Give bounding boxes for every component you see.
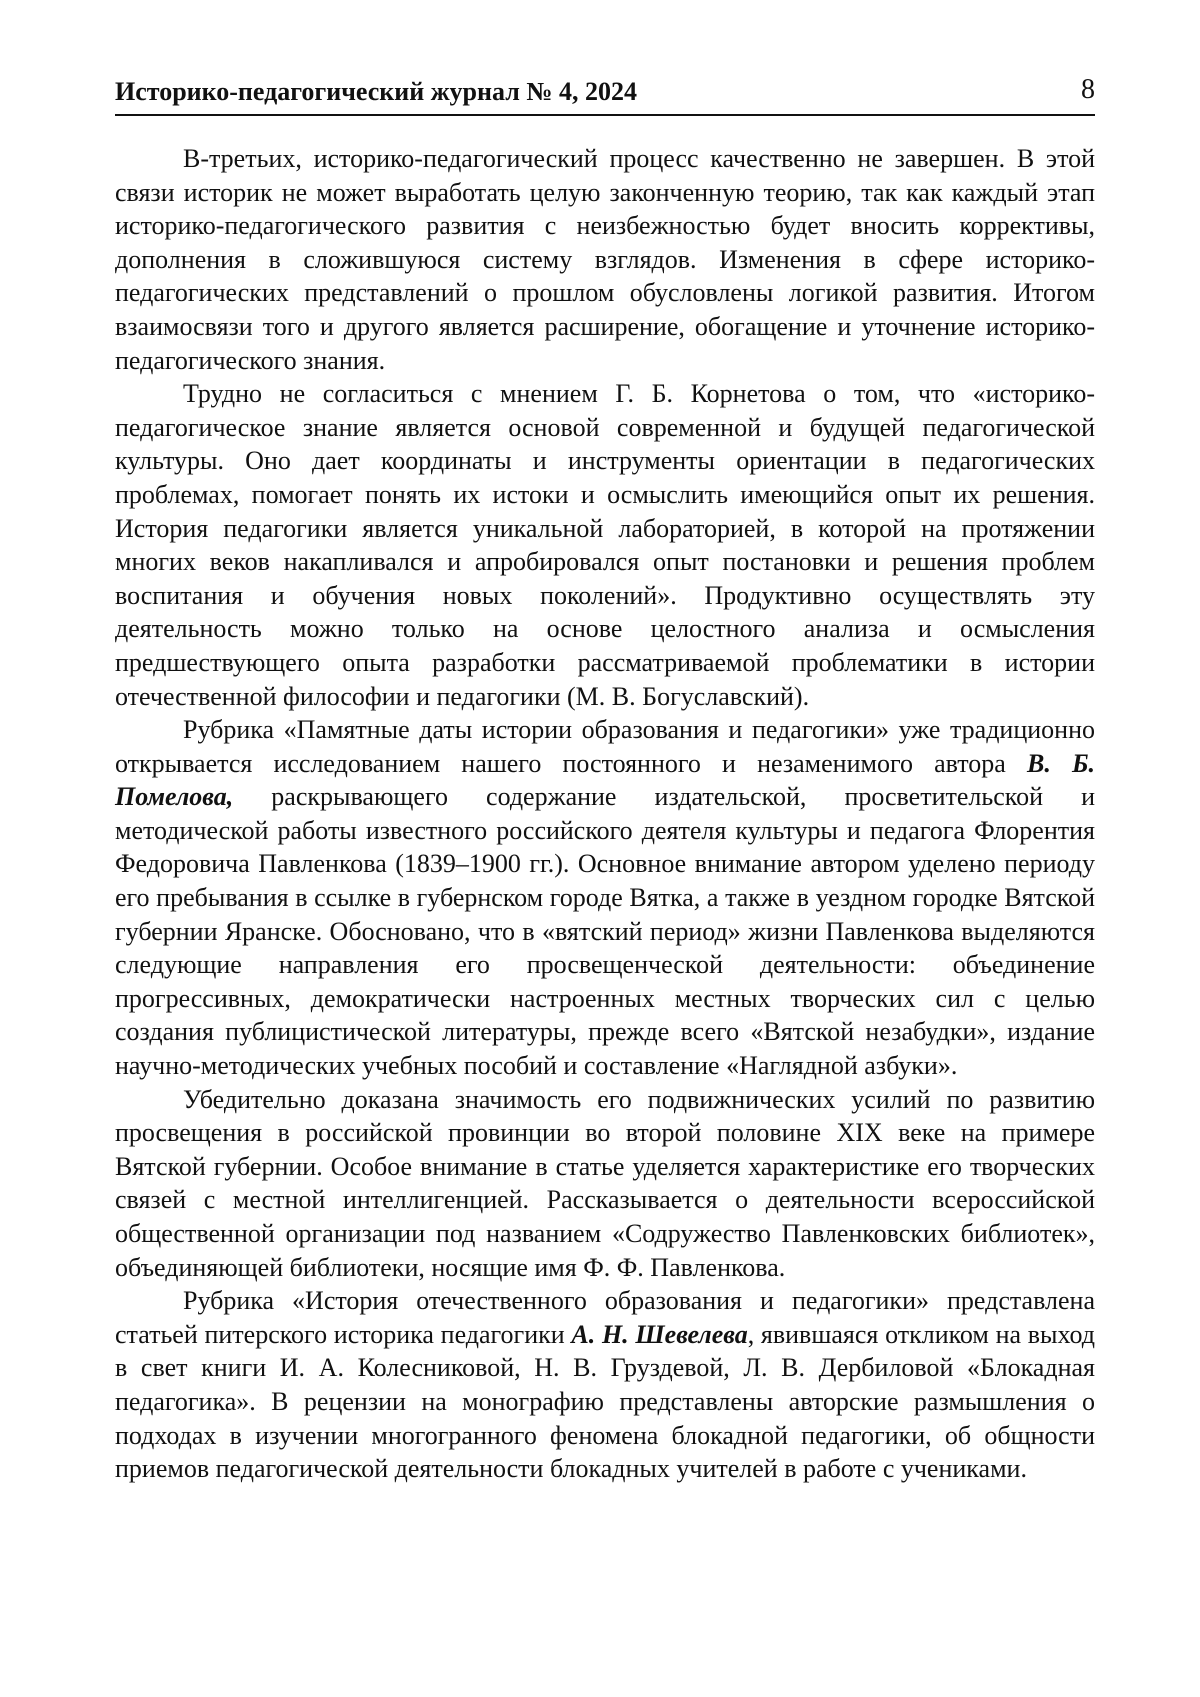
- page-header: [115, 72, 1095, 116]
- author-name-pomelov: В. Б. Помелова,: [115, 748, 1096, 812]
- paragraph-5-lead: Рубрика «История отечественного образования и педагогики» представлена статьей питерского историка педагогики: [115, 1286, 1095, 1349]
- paragraph-4: Убедительно доказана значимость его подвижнических усилий по развитию просвещения в российской провинции во второй половине XIX веке на примере Вятской губернии. Особое внимание в статье уделяется характеристике его творческих связей с местной интеллигенцией. Рассказывается о деятельности всероссийской общественной организации под названием «Содружество Павленковских библиотек», объединяющей библиотеки, носящие имя Ф. Ф. Павленкова.: [115, 1084, 1095, 1282]
- paragraph-3: [115, 713, 1095, 1083]
- page-number: 8: [1081, 74, 1095, 105]
- body-text: [115, 142, 1095, 1486]
- author-name-shevelev: А. Н. Шевелева: [571, 1319, 748, 1349]
- paragraph-5-rest: , явившаяся откликом на выход в свет книги И. А. Колесниковой, Н. В. Груздевой, Л. В. Дербиловой «Блокадная педагогика». В рецензии на монографию представлены авторские размышления о подходах в изучении многогранного феномена блокадной педагогики, об общности приемов педагогической деятельности блокадных учителей в работе с учениками.: [115, 1319, 1095, 1484]
- running-title: Историко-педагогический журнал № 4, 2024: [115, 77, 637, 106]
- paragraph-1: В-третьих, историко-педагогический процесс качественно не завершен. В этой связи историк не может выработать целую законченную теорию, так как каждый этап историко-педагогического развития с неизбежностью будет вносить коррективы, дополнения в сложившуюся систему взглядов. Изменения в сфере историко-педагогических представлений о прошлом обусловлены логикой развития. Итогом взаимосвязи того и другого является расширение, обогащение и уточнение историко-педагогического знания.: [115, 144, 1095, 375]
- paragraph-2: Трудно не согласиться с мнением Г. Б. Корнетова о том, что «историко-педагогическое знание является основой современной и будущей педагогической культуры. Оно дает координаты и инструменты ориентации в педагогических проблемах, помогает понять их истоки и осмыслить имеющийся опыт их решения. История педагогики является уникальной лабораторией, в которой на протяжении многих веков накапливался и апробировался опыт постановки и решения проблем воспитания и обучения новых поколений». Продуктивно осуществлять эту деятельность можно только на основе целостного анализа и осмысления предшествующего опыта разработки рассматриваемой проблематики в истории отечественной философии и педагогики (М. В. Богуславский).: [115, 379, 1095, 711]
- paragraph-5: [115, 1284, 1095, 1486]
- paragraph-3-rest: раскрывающего содержание издательской, просветительской и методической работы известного российского деятеля культуры и педагога Флорентия Федоровича Павленкова (1839–1900 гг.). Основное внимание автором уделено периоду его пребывания в ссылке в губернском городе Вятка, а также в уездном городке Вятской губернии Яранске. Обосновано, что в «вятский период» жизни Павленкова выделяются следующие направления его просвещенческой деятельности: объединение прогрессивных, демократически настроенных местных творческих сил с целью создания публицистической литературы, прежде всего «Вятской незабудки», издание научно-методических учебных пособий и составление «Наглядной азбуки».: [115, 782, 1095, 1081]
- paragraph-3-lead: Рубрика «Памятные даты истории образования и педагогики» уже традиционно открывается исследованием нашего постоянного и незаменимого автора: [115, 715, 1095, 778]
